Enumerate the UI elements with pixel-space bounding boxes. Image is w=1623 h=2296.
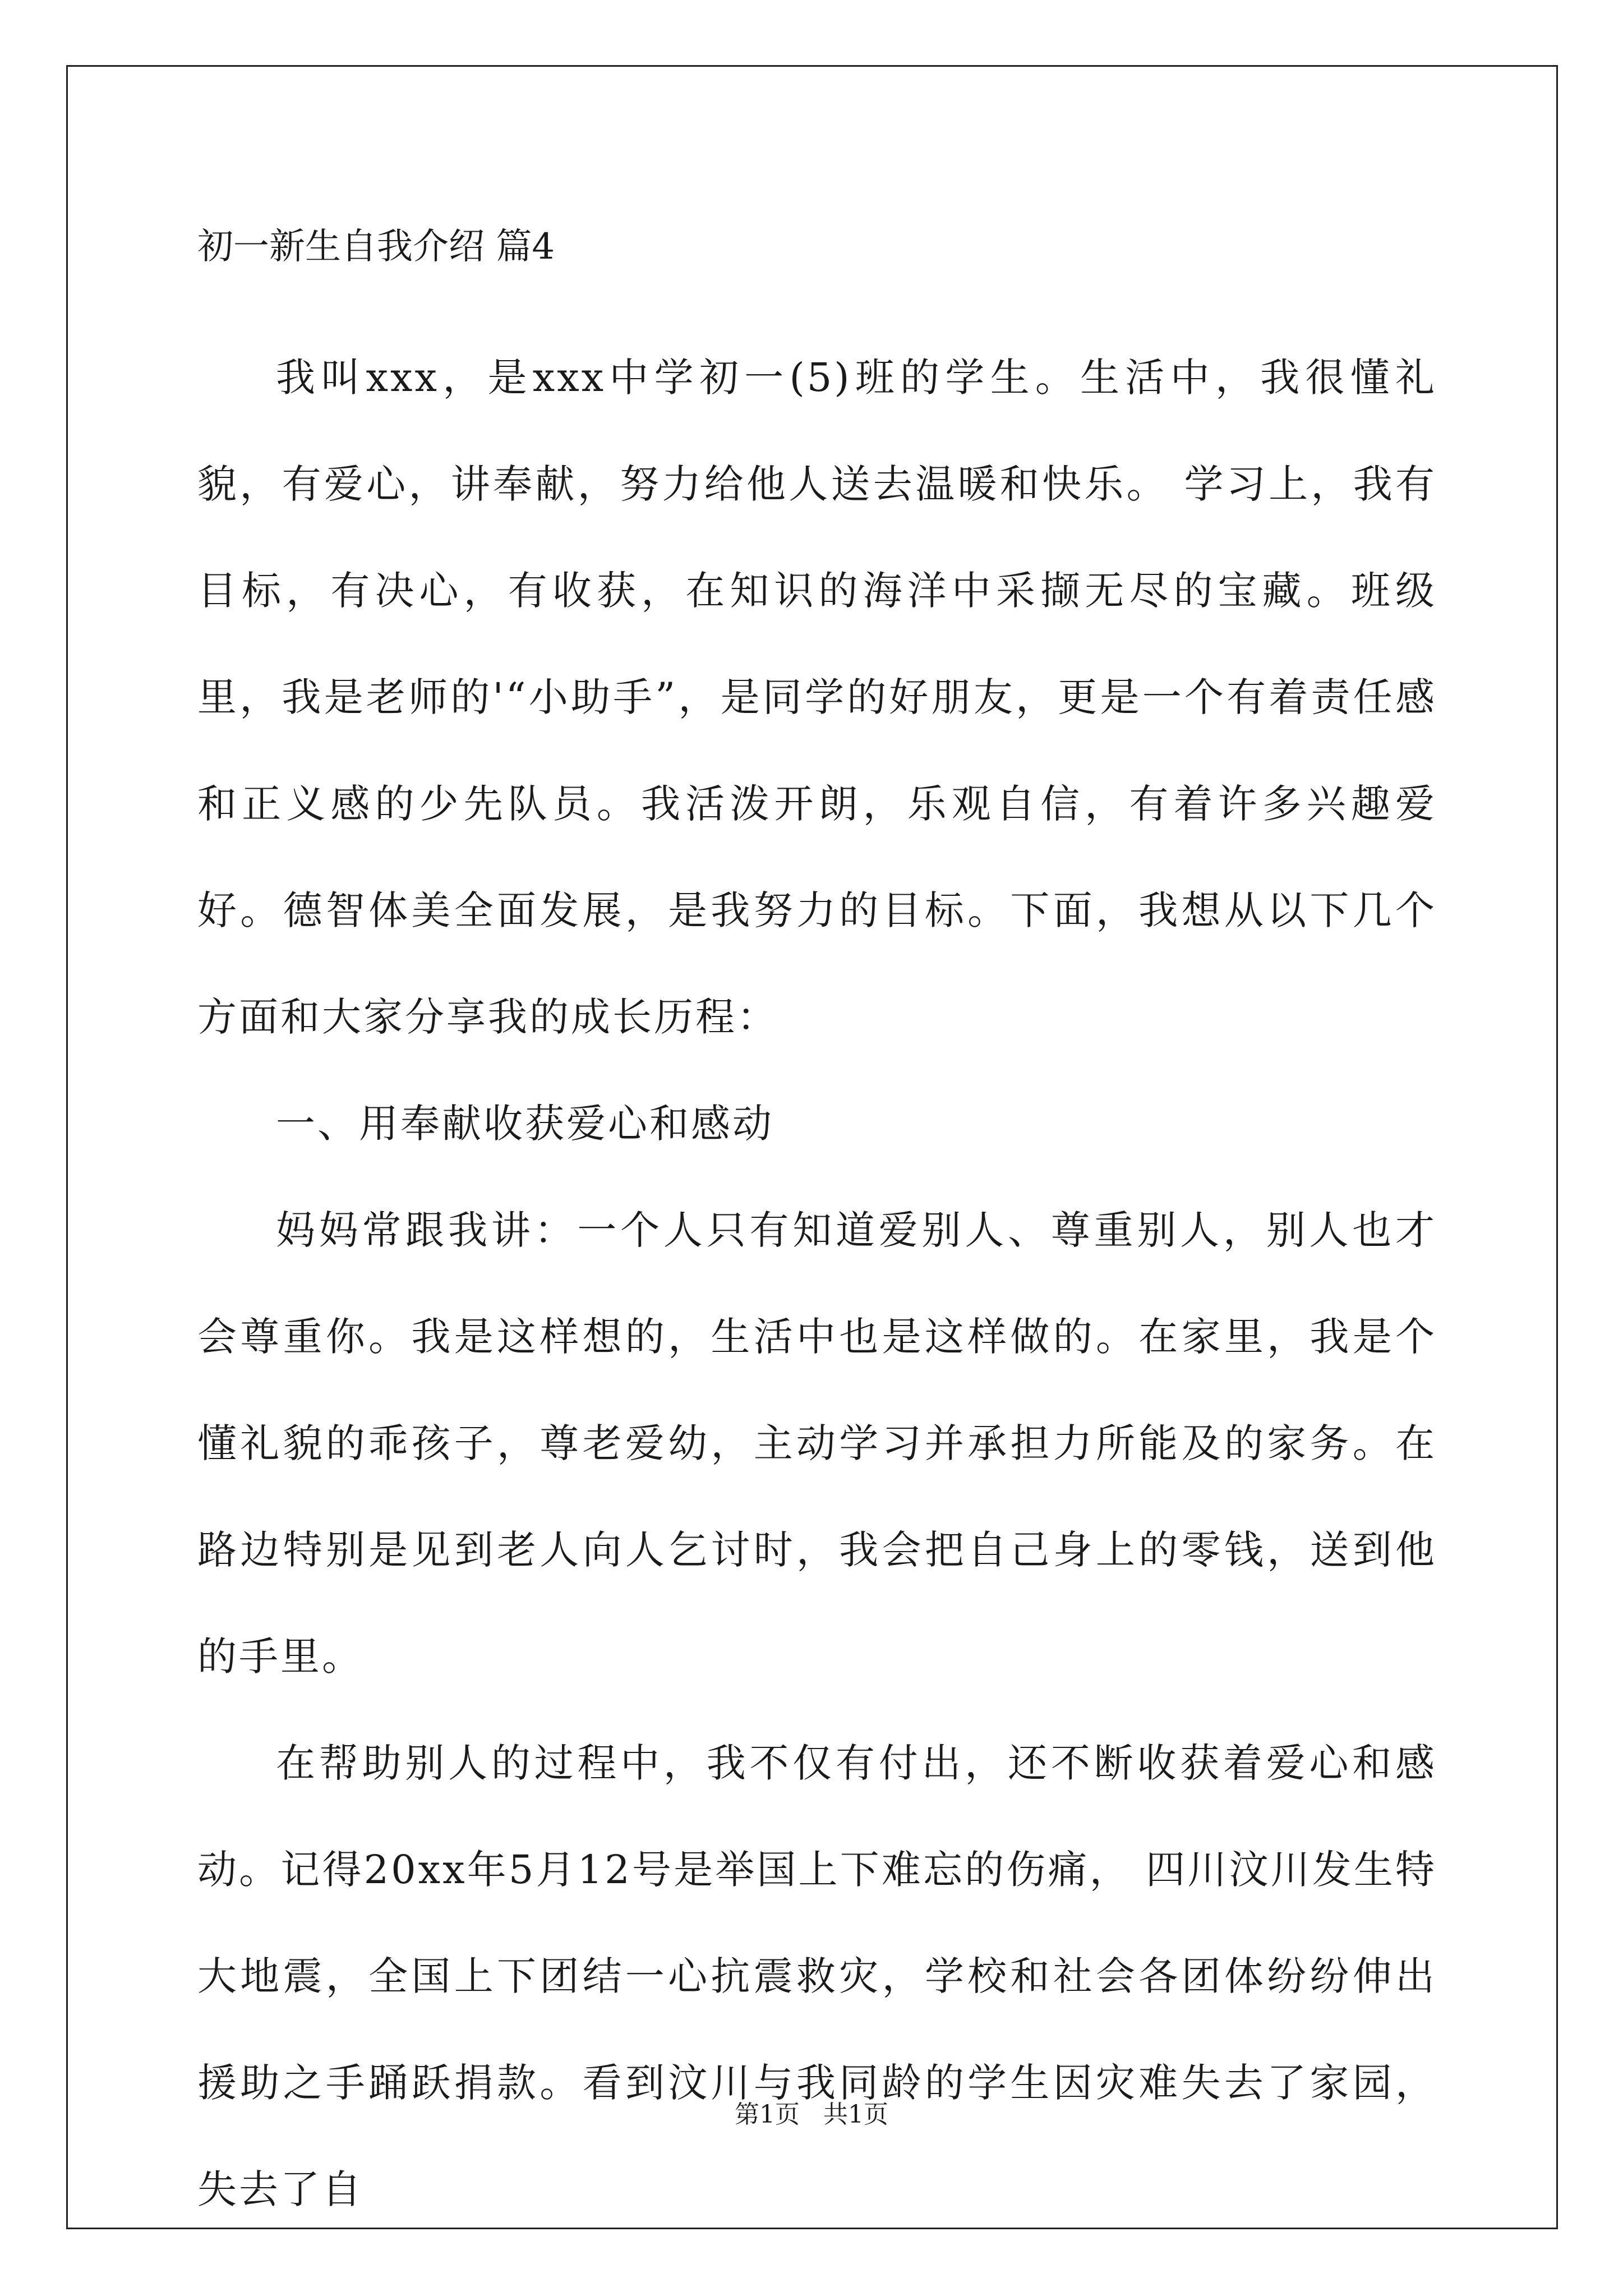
- paragraph-helping: 在帮助别人的过程中，我不仅有付出，还不断收获着爱心和感动。记得20xx年5月12号是举国上下难忘的伤痛， 四川汶川发生特大地震，全国上下团结一心抗震救灾，学校和社会各团体纷纷伸出援助之手踊跃捐款。看到汶川与我同龄的学生因灾难失去了家园，失去了自: [197, 1740, 1437, 2212]
- page-footer: 第1页 共1页: [735, 2100, 888, 2129]
- section-heading-1: 一、用奉献收获爱心和感动: [276, 1101, 774, 1147]
- document-title: 初一新生自我介绍 篇4: [197, 226, 555, 268]
- paragraph-intro: 我叫xxx，是xxx中学初一(5)班的学生。生活中，我很懂礼貌，有爱心，讲奉献，努力给他人送去温暖和快乐。 学习上，我有目标，有决心，有收获，在知识的海洋中采撷无尽的宝藏。班级里，我是老师的'“小助手”，是同学的好朋友，更是一个有着责任感和正义感的少先队员。我活泼开朗，乐观自信，有着许多兴趣爱好。德智体美全面发展，是我努力的目标。下面，我想从以下几个方面和大家分享我的成长历程：: [197, 355, 1437, 1040]
- document-body: [197, 220, 1437, 2243]
- paragraph-respect: 妈妈常跟我讲：一个人只有知道爱别人、尊重别人，别人也才会尊重你。我是这样想的，生活中也是这样做的。在家里，我是个懂礼貌的乖孩子，尊老爱幼，主动学习并承担力所能及的家务。在路边特别是见到老人向人乞讨时，我会把自己身上的零钱，送到他的手里。: [197, 1207, 1437, 1680]
